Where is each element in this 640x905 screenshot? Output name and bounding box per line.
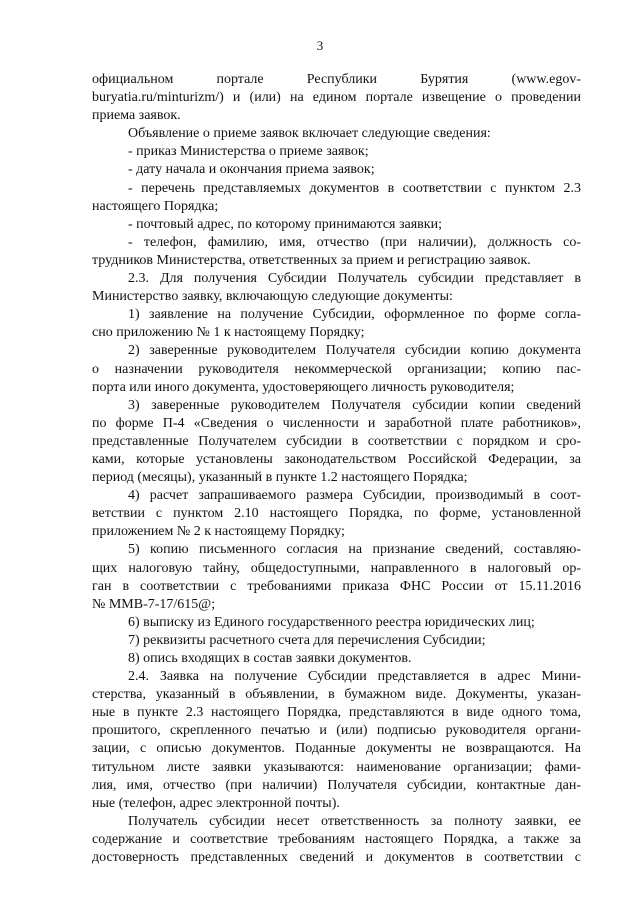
text-line: титульном листе заявки указываются: наименование организации; фами- — [92, 759, 581, 775]
text-line: 4) расчет запрашиваемого размера Субсидии, производимый в соот- — [128, 488, 581, 504]
text-line: 2.4. Заявка на получение Субсидии представляется в адрес Мини- — [128, 669, 581, 685]
text-line: 6) выписку из Единого государственного реестра юридических лиц; — [128, 614, 535, 630]
body-text — [92, 71, 581, 867]
text-line: по форме П-4 «Сведения о численности и заработной плате работников», — [92, 415, 581, 431]
text-line: № ММВ-7-17/615@; — [92, 596, 216, 612]
page-number: 3 — [316, 38, 324, 53]
text-line: о назначении руководителя некоммерческой организации; копию пас- — [92, 361, 581, 377]
text-line: Получатель субсидии несет ответственность за полноту заявки, ее — [128, 813, 581, 829]
text-line: - почтовый адрес, по которому принимаются заявки; — [128, 216, 442, 232]
text-line: ные (телефон, адрес электронной почты). — [92, 795, 340, 811]
text-line: представленные Получателем субсидии в соответствии с порядком и сро- — [92, 433, 581, 449]
text-line: приема заявок. — [92, 108, 181, 124]
text-line: 2.3. Для получения Субсидии Получатель субсидии представляет в — [128, 271, 581, 287]
text-line: стерства, указанный в объявлении, в бумажном виде. Документы, указан- — [92, 687, 581, 703]
text-line: - дату начала и окончания приема заявок; — [128, 162, 375, 178]
text-line: период (месяцы), указанный в пункте 1.2 настоящего Порядка; — [92, 470, 468, 486]
text-line: Объявление о приеме заявок включает следующие сведения: — [128, 126, 491, 142]
text-line: 2) заверенные руководителем Получателя субсидии копию документа — [128, 343, 581, 359]
text-line: прошитого, скрепленного печатью и (или) подписью руководителя органи- — [92, 723, 581, 739]
text-line: трудников Министерства, ответственных за прием и регистрацию заявок. — [92, 252, 531, 268]
text-line: Министерство заявку, включающую следующие документы: — [92, 289, 453, 305]
text-line: достоверность представленных сведений и документов в соответствии с — [92, 850, 581, 866]
text-line: - перечень представляемых документов в соответствии с пунктом 2.3 — [128, 180, 581, 196]
text-line: приложением № 2 к настоящему Порядку; — [92, 524, 345, 540]
text-line: лия, имя, отчество (при наличии) Получателя субсидии, контактные дан- — [92, 777, 581, 793]
text-line: 5) копию письменного согласия на признание сведений, составляю- — [128, 542, 581, 558]
text-line: сно приложению № 1 к настоящему Порядку; — [92, 325, 365, 341]
text-line: buryatia.ru/minturizm/) и (или) на едином портале извещение о проведении — [92, 90, 581, 106]
text-line: - телефон, фамилию, имя, отчество (при наличии), должность со- — [128, 234, 581, 250]
text-line: щих налоговую тайну, общедоступными, направленного в налоговый ор- — [92, 560, 581, 576]
text-line: 7) реквизиты расчетного счета для перечисления Субсидии; — [128, 632, 486, 648]
text-line: порта или иного документа, удостоверяющего личность руководителя; — [92, 379, 515, 395]
text-line: 1) заявление на получение Субсидии, оформленное по форме согла- — [128, 307, 581, 323]
text-line: настоящего Порядка; — [92, 198, 219, 214]
text-line: ные в пункте 2.3 настоящего Порядка, представляются в виде одного тома, — [92, 705, 581, 721]
text-line: зации, с описью документов. Поданные документы не возвращаются. На — [92, 741, 581, 757]
text-line: официальном портале Республики Бурятия (www.egov- — [92, 72, 581, 87]
text-line: ган в соответствии с требованиями приказа ФНС России от 15.11.2016 — [92, 578, 581, 594]
text-line: 8) опись входящих в состав заявки документов. — [128, 651, 412, 666]
text-line: содержание и соответствие требованиям настоящего Порядка, а также за — [92, 831, 581, 847]
text-line: ветствии с пунктом 2.10 настоящего Порядка, по форме, установленной — [92, 506, 581, 522]
text-line: ками, которые установлены законодательством Российской Федерации, за — [92, 451, 581, 467]
text-line: - приказ Министерства о приеме заявок; — [128, 144, 369, 160]
text-line: 3) заверенные руководителем Получателя субсидии копии сведений — [128, 397, 581, 413]
